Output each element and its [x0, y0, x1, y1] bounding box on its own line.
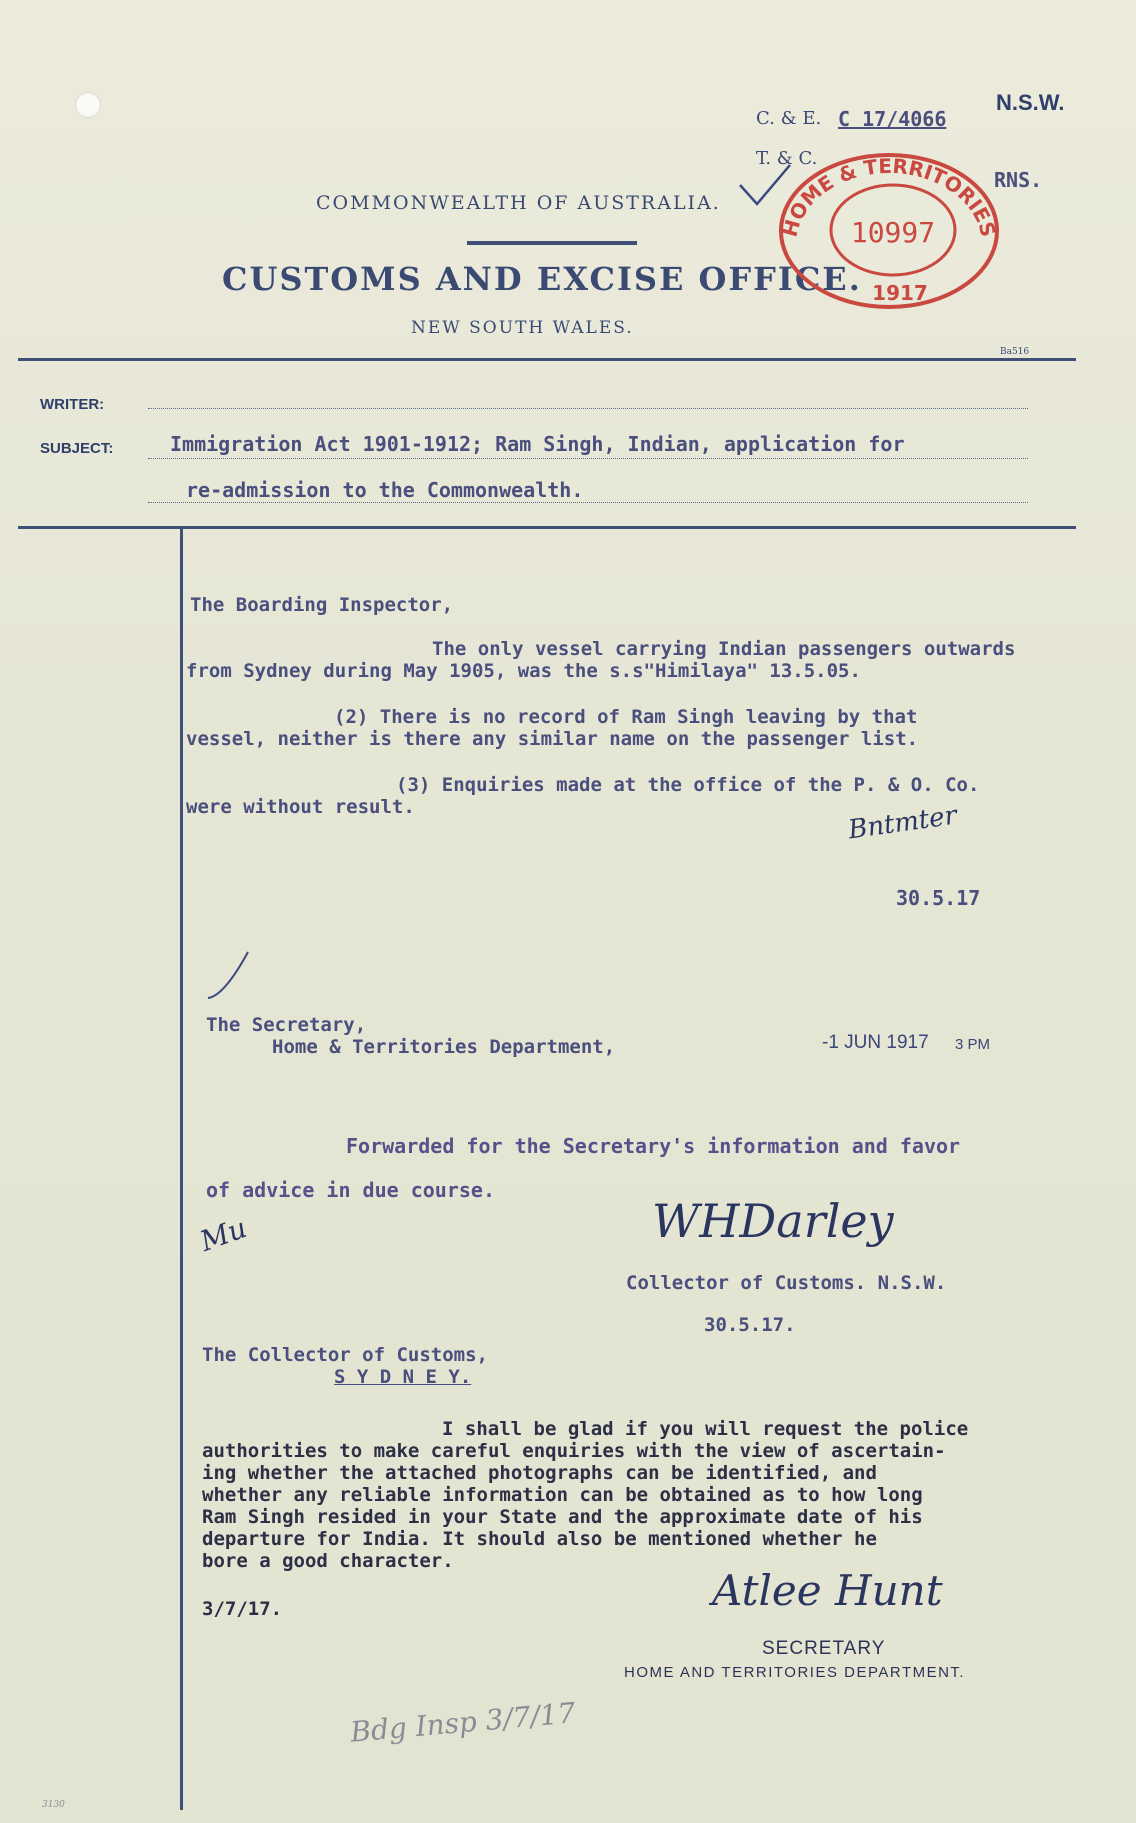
home-territories-received-stamp: [776, 150, 1002, 312]
minute2-date: 30.5.17.: [704, 1314, 796, 1336]
minute2-title: Collector of Customs. N.S.W.: [626, 1272, 947, 1294]
heading-underline: [467, 241, 637, 245]
minute1-signature: Bntmter: [846, 800, 959, 846]
writer-label: WRITER:: [40, 396, 105, 413]
stamp-top-text: HOME & TERRITORIES: [777, 153, 1001, 240]
commonwealth-heading: COMMONWEALTH OF AUSTRALIA.: [316, 192, 721, 214]
minute1-p1-line1: The only vessel carrying Indian passengers outwards: [432, 638, 1016, 660]
minute3-line-4: whether any reliable information can be obtained as to how long: [202, 1484, 923, 1506]
minute3-line-2: authorities to make careful enquiries with the view of ascertain-: [202, 1440, 946, 1462]
subject-line-1: Immigration Act 1901-1912; Ram Singh, Indian, application for: [170, 432, 905, 456]
minute3-line-6: departure for India. It should also be mentioned whether he: [202, 1528, 877, 1550]
department-title: HOME AND TERRITORIES DEPARTMENT.: [624, 1664, 966, 1681]
minute1-p3-line2: were without result.: [186, 796, 415, 818]
minute3-line-1: I shall be glad if you will request the police: [442, 1418, 969, 1440]
minute1-p3-line1: (3) Enquiries made at the office of the P. & O. Co.: [396, 774, 980, 796]
minute1-addressee: The Boarding Inspector,: [190, 594, 454, 616]
minute2-addressee-1: The Secretary,: [206, 1014, 367, 1036]
tick-mark-icon: [204, 948, 254, 1004]
minute1-p2-line1: (2) There is no record of Ram Singh leaving by that: [334, 706, 918, 728]
subject-line-2: re-admission to the Commonwealth.: [186, 478, 584, 502]
rns-label: RNS.: [994, 168, 1043, 192]
minute3-signature: Atlee Hunt: [712, 1566, 943, 1615]
stamp-number: 10997: [850, 216, 936, 249]
state-label: N.S.W.: [996, 90, 1065, 115]
minute1-p1-line2: from Sydney during May 1905, was the s.s"Himilaya" 13.5.05.: [186, 660, 861, 682]
minute3-line-5: Ram Singh resided in your State and the approximate date of his: [202, 1506, 923, 1528]
minute3-line-3: ing whether the attached photographs can be identified, and: [202, 1462, 877, 1484]
minute2-addressee-2: Home & Territories Department,: [272, 1036, 616, 1058]
pencil-corner-number: 3130: [42, 1800, 65, 1810]
secretary-title: SECRETARY: [762, 1638, 886, 1659]
stamp-year: 1917: [872, 281, 928, 305]
punch-hole: [75, 92, 101, 118]
minute1-p2-line2: vessel, neither is there any similar name on the passenger list.: [186, 728, 919, 750]
office-heading: CUSTOMS AND EXCISE OFFICE.: [222, 260, 862, 298]
state-full: NEW SOUTH WALES.: [411, 318, 634, 338]
received-time-stamp: 3 PM: [955, 1036, 991, 1053]
ref-prefix: C. & E.: [756, 108, 822, 129]
tc-label: T. & C.: [756, 148, 818, 169]
writer-line: [148, 408, 1028, 409]
minute2-body-2: of advice in due course.: [206, 1178, 495, 1202]
minute2-body-1: Forwarded for the Secretary's information and favor: [346, 1134, 961, 1158]
subject-label: SUBJECT:: [40, 440, 114, 457]
ref-number: C 17/4066: [838, 107, 947, 131]
subject-dotline-2: [148, 502, 1028, 503]
margin-line: [180, 528, 183, 1810]
subject-dotline-1: [148, 458, 1028, 459]
minute2-initials: Mu: [195, 1211, 251, 1258]
minute2-signature: WHDarley: [652, 1194, 894, 1248]
pencil-note-bottom: Bdg Insp 3/7/17: [348, 1696, 577, 1749]
minute3-addressee-1: The Collector of Customs,: [202, 1344, 488, 1366]
subject-rule: [18, 526, 1076, 529]
minute1-date: 30.5.17: [896, 886, 981, 910]
minute3-line-7: bore a good character.: [202, 1550, 454, 1572]
received-date-stamp: -1 JUN 1917: [822, 1032, 929, 1053]
minute3-date: 3/7/17.: [202, 1598, 283, 1620]
header-rule: [18, 358, 1076, 361]
minute3-addressee-2: S Y D N E Y.: [334, 1366, 472, 1388]
form-number: Ba516: [1000, 347, 1030, 357]
